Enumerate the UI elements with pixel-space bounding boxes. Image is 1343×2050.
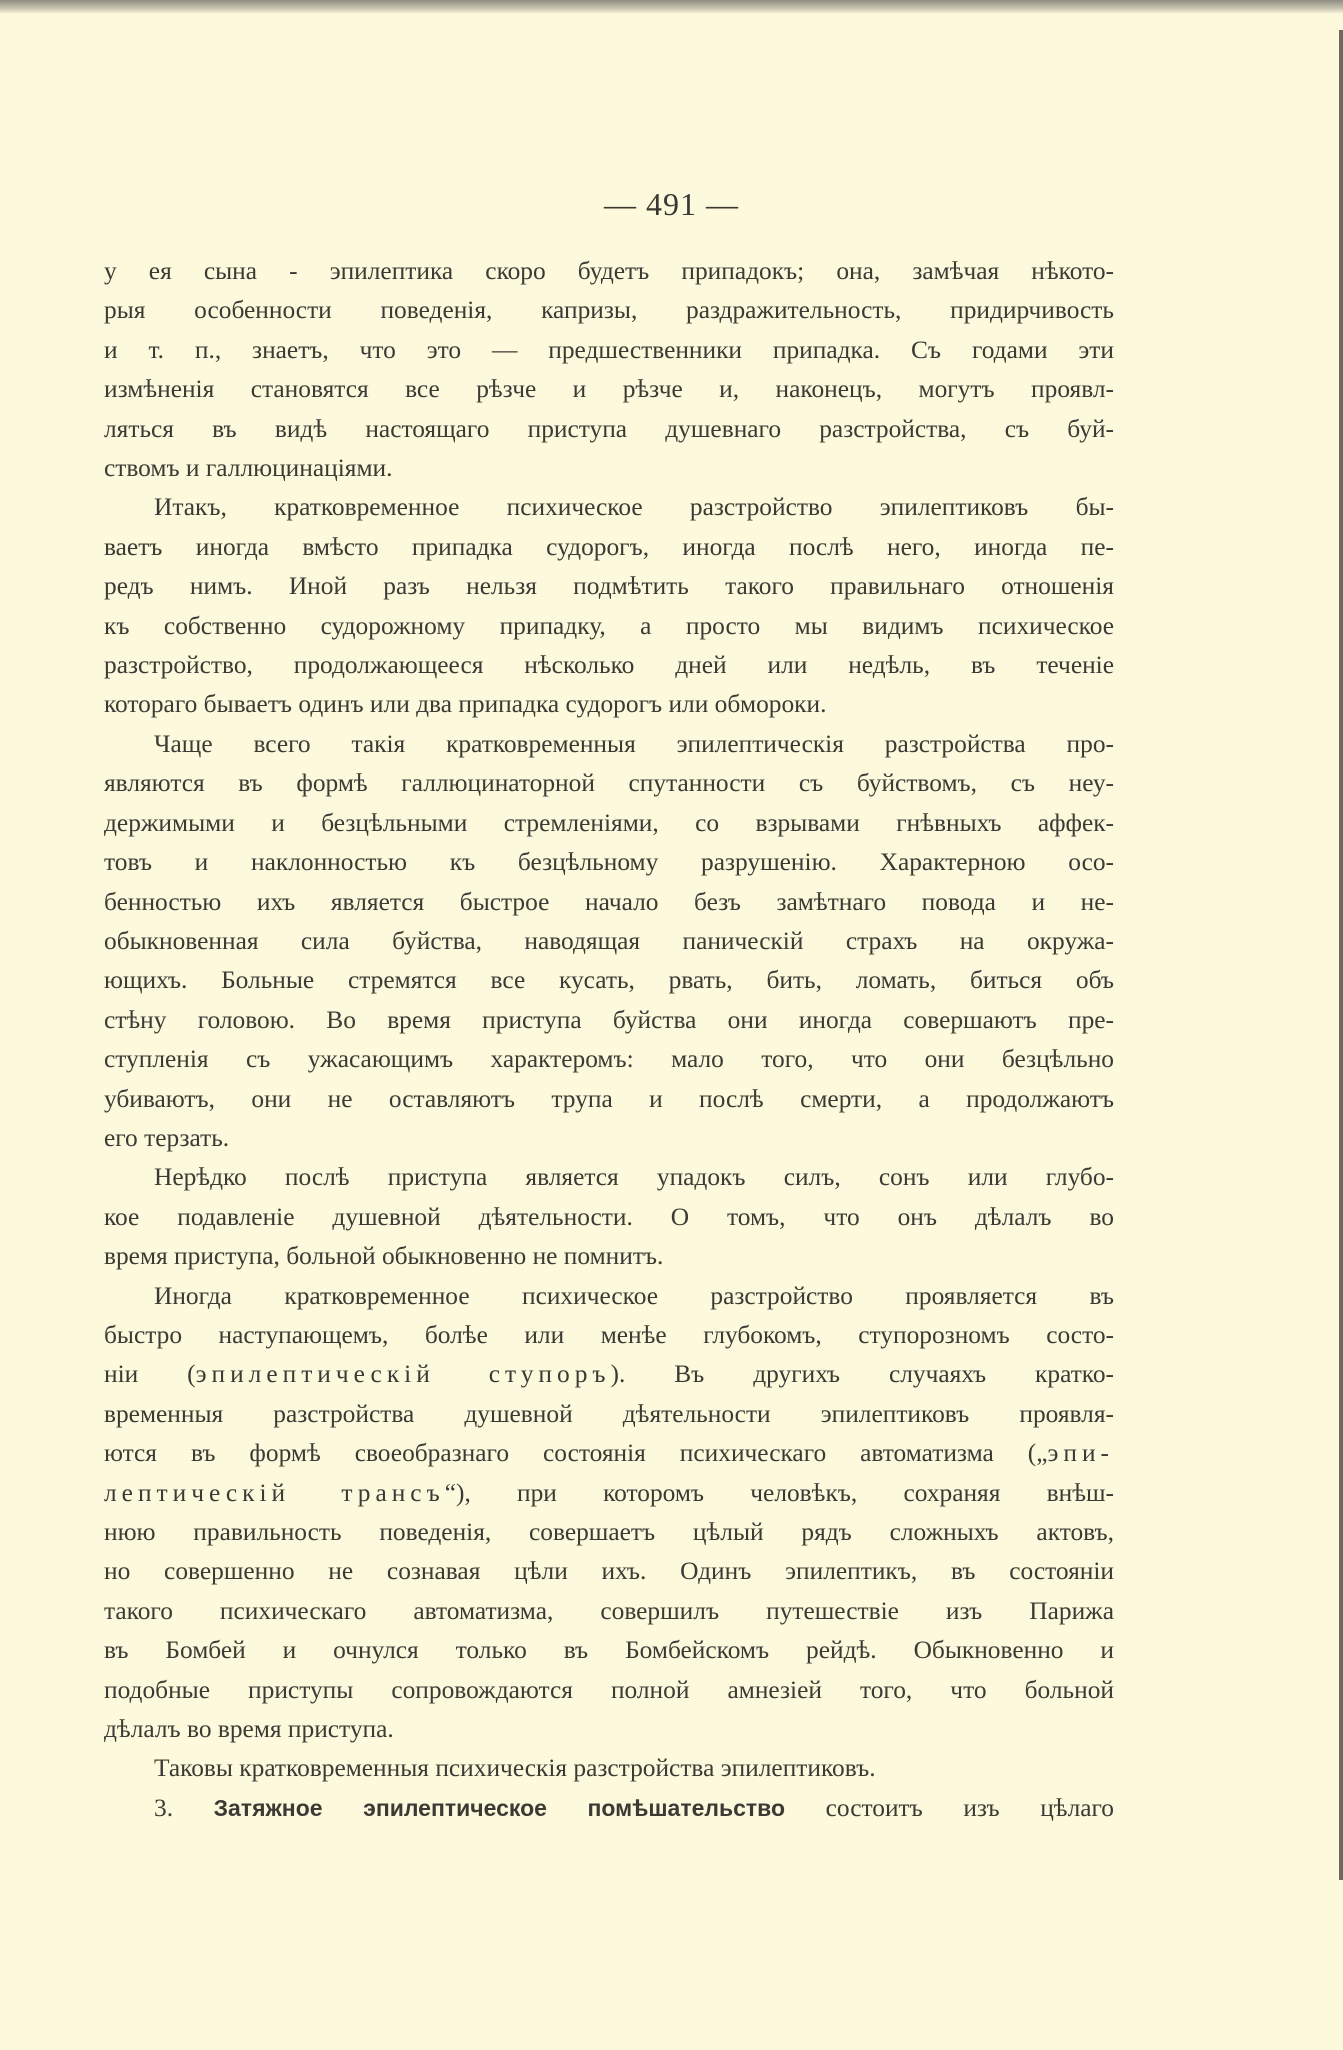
text-line <box>104 1474 1114 1513</box>
text-run: ). Въ другихъ случаяхъ кратко- <box>610 1360 1114 1389</box>
spaced-term: лептическій трансъ <box>104 1478 445 1507</box>
text-line: дѣлалъ во время приступа. <box>104 1715 394 1744</box>
text-line: и т. п., знаетъ, что это — предшественники припадка. Съ годами эти <box>104 335 1114 364</box>
text-line: ствомъ и галлюцинаціями. <box>104 454 393 483</box>
text-line: временныя разстройства душевной дѣятельности эпилептиковъ проявля- <box>104 1399 1114 1428</box>
text-run: состоитъ изъ цѣлаго <box>785 1793 1114 1822</box>
text-run: ются въ формѣ своеобразнаго состоянія психическаго автоматизма („ <box>104 1439 1048 1468</box>
text-line: ступленія съ ужасающимъ характеромъ: мало того, что они безцѣльно <box>104 1045 1114 1074</box>
text-line: кое подавленіе душевной дѣятельности. О томъ, что онъ дѣлалъ во <box>104 1202 1114 1231</box>
text-line: время приступа, больной обыкновенно не помнитъ. <box>104 1242 664 1271</box>
text-line: Чаще всего такія кратковременныя эпилептическія разстройства про- <box>154 729 1114 758</box>
spaced-term: эпилептическій ступоръ <box>195 1360 611 1389</box>
text-line: держимыми и безцѣльными стремленіями, со взрывами гнѣвныхъ аффек- <box>104 808 1114 837</box>
text-line <box>104 1789 1114 1828</box>
text-line: бенностью ихъ является быстрое начало безъ замѣтнаго повода и не- <box>104 887 1114 916</box>
text-line: товъ и наклонностью къ безцѣльному разрушенію. Характерною осо- <box>104 848 1114 877</box>
text-run: “), при которомъ человѣкъ, сохраняя внѣш- <box>444 1478 1115 1507</box>
page-edge-border <box>1339 30 1343 1880</box>
text-line: въ Бомбей и очнулся только въ Бомбейскомъ рейдѣ. Обыкновенно и <box>104 1636 1114 1665</box>
text-line: ляться въ видѣ настоящаго приступа душевнаго разстройства, съ буй- <box>104 414 1114 443</box>
text-line: разстройство, продолжающееся нѣсколько дней или недѣль, въ теченіе <box>104 651 1114 680</box>
text-line: Нерѣдко послѣ приступа является упадокъ силъ, сонъ или глубо- <box>154 1163 1114 1192</box>
text-line: быстро наступающемъ, болѣе или менѣе глубокомъ, ступорозномъ состо- <box>104 1320 1114 1349</box>
text-line: къ собственно судорожному припадку, а просто мы видимъ психическое <box>104 611 1114 640</box>
section-number: 3. <box>154 1793 214 1822</box>
text-line: стѣну головою. Во время приступа буйства они иногда совершаютъ пре- <box>104 1005 1114 1034</box>
text-line: котораго бываетъ одинъ или два припадка судорогъ или обмороки. <box>104 690 827 719</box>
spaced-term: эпи- <box>1047 1439 1114 1468</box>
text-line <box>104 1434 1114 1473</box>
text-line: измѣненія становятся все рѣзче и рѣзче и, наконецъ, могутъ проявл- <box>104 375 1114 404</box>
text-line <box>104 1355 1114 1394</box>
text-line: убиваютъ, они не оставляютъ трупа и послѣ смерти, а продолжаютъ <box>104 1084 1114 1113</box>
text-line: обыкновенная сила буйства, наводящая паническій страхъ на окружа- <box>104 926 1114 955</box>
text-line: являются въ формѣ галлюцинаторной спутанности съ буйствомъ, съ неу- <box>104 769 1114 798</box>
text-line: Итакъ, кратковременное психическое разстройство эпилептиковъ бы- <box>154 493 1114 522</box>
text-line: редъ нимъ. Иной разъ нельзя подмѣтить такого правильнаго отношенія <box>104 572 1114 601</box>
text-line: подобные приступы сопровождаются полной амнезіей того, что больной <box>104 1675 1114 1704</box>
text-line: ющихъ. Больные стремятся все кусать, рвать, бить, ломать, биться объ <box>104 966 1114 995</box>
text-line: ваетъ иногда вмѣсто припадка судорогъ, иногда послѣ него, иногда пе- <box>104 532 1114 561</box>
text-line: Таковы кратковременныя психическія разстройства эпилептиковъ. <box>154 1754 876 1783</box>
text-line: рыя особенности поведенія, капризы, раздражительность, придирчивость <box>104 296 1114 325</box>
text-line: но совершенно не сознавая цѣли ихъ. Одинъ эпилептикъ, въ состояніи <box>104 1557 1114 1586</box>
text-line: у ея сына - эпилептика скоро будетъ припадокъ; она, замѣчая нѣкото- <box>104 257 1114 285</box>
body-text <box>104 252 1114 1828</box>
page-edge-shadow <box>0 0 1343 14</box>
text-line: такого психическаго автоматизма, совершилъ путешествіе изъ Парижа <box>104 1596 1114 1625</box>
text-run: ніи ( <box>104 1360 196 1389</box>
section-heading: Затяжное эпилептическое помѣшательство <box>213 1794 786 1821</box>
text-line: его терзать. <box>104 1123 230 1152</box>
text-line: нюю правильность поведенія, совершаетъ цѣлый рядъ сложныхъ актовъ, <box>104 1518 1114 1546</box>
page-number: — 491 — <box>604 186 739 222</box>
text-line: Иногда кратковременное психическое разстройство проявляется въ <box>154 1281 1114 1310</box>
